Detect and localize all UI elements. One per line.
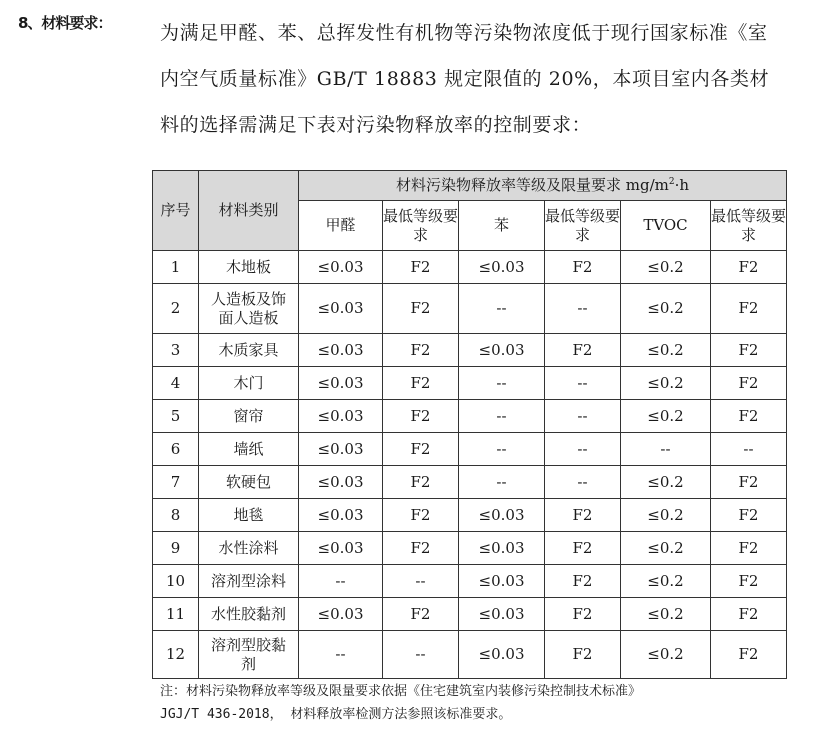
cell-grade-benzene: F2 xyxy=(545,334,621,367)
cell-grade-formaldehyde: F2 xyxy=(383,532,459,565)
cell-category: 木质家具 xyxy=(199,334,299,367)
cell-formaldehyde: ≤0.03 xyxy=(299,334,383,367)
cell-category: 人造板及饰面人造板 xyxy=(199,284,299,334)
cell-grade-tvoc: F2 xyxy=(711,466,787,499)
cell-grade-tvoc: F2 xyxy=(711,400,787,433)
cell-grade-tvoc: F2 xyxy=(711,631,787,679)
cell-grade-tvoc: F2 xyxy=(711,251,787,284)
emission-requirements-table xyxy=(152,170,787,679)
cell-grade-formaldehyde: F2 xyxy=(383,433,459,466)
cell-benzene: -- xyxy=(459,466,545,499)
cell-index: 4 xyxy=(153,367,199,400)
cell-grade-benzene: -- xyxy=(545,433,621,466)
cell-benzene: ≤0.03 xyxy=(459,532,545,565)
cell-category: 木地板 xyxy=(199,251,299,284)
cell-benzene: -- xyxy=(459,367,545,400)
cell-benzene: ≤0.03 xyxy=(459,499,545,532)
cell-category: 地毯 xyxy=(199,499,299,532)
intro-line-1: 为满足甲醛、苯、总挥发性有机物等污染物浓度低于现行国家标准《室 xyxy=(160,22,768,44)
col-header-benzene: 苯 xyxy=(459,201,545,251)
cell-benzene: -- xyxy=(459,433,545,466)
cell-grade-benzene: -- xyxy=(545,400,621,433)
cell-category: 窗帘 xyxy=(199,400,299,433)
group-title-superscript: 2 xyxy=(668,177,675,187)
cell-tvoc: ≤0.2 xyxy=(621,367,711,400)
cell-benzene: -- xyxy=(459,400,545,433)
cell-grade-formaldehyde: F2 xyxy=(383,334,459,367)
cell-index: 11 xyxy=(153,598,199,631)
cell-category: 软硬包 xyxy=(199,466,299,499)
table-row xyxy=(153,400,787,433)
cell-grade-tvoc: F2 xyxy=(711,334,787,367)
table-body xyxy=(153,251,787,679)
cell-formaldehyde: ≤0.03 xyxy=(299,499,383,532)
cell-formaldehyde: ≤0.03 xyxy=(299,284,383,334)
cell-tvoc: ≤0.2 xyxy=(621,499,711,532)
cell-grade-benzene: -- xyxy=(545,466,621,499)
table-row xyxy=(153,598,787,631)
group-title-text: 材料污染物释放率等级及限量要求 mg/m xyxy=(395,176,669,194)
table-row xyxy=(153,466,787,499)
footnote-line-1: 注：材料污染物释放率等级及限量要求依据《住宅建筑室内装修污染控制技术标准》 xyxy=(160,684,642,699)
cell-benzene: ≤0.03 xyxy=(459,565,545,598)
table-row xyxy=(153,251,787,284)
intro-line-3: 料的选择需满足下表对污染物释放率的控制要求： xyxy=(160,114,592,136)
cell-formaldehyde: ≤0.03 xyxy=(299,251,383,284)
cell-formaldehyde: ≤0.03 xyxy=(299,433,383,466)
cell-tvoc: ≤0.2 xyxy=(621,631,711,679)
col-header-group xyxy=(299,171,787,201)
cell-category: 溶剂型胶黏剂 xyxy=(199,631,299,679)
cell-formaldehyde: ≤0.03 xyxy=(299,367,383,400)
footnote xyxy=(160,680,820,726)
cell-tvoc: ≤0.2 xyxy=(621,466,711,499)
col-header-min-grade-formaldehyde: 最低等级要求 xyxy=(383,201,459,251)
cell-benzene: ≤0.03 xyxy=(459,334,545,367)
cell-index: 12 xyxy=(153,631,199,679)
cell-grade-formaldehyde: -- xyxy=(383,631,459,679)
table-row xyxy=(153,284,787,334)
cell-grade-formaldehyde: F2 xyxy=(383,598,459,631)
cell-index: 2 xyxy=(153,284,199,334)
col-header-min-grade-benzene: 最低等级要求 xyxy=(545,201,621,251)
cell-category: 水性涂料 xyxy=(199,532,299,565)
cell-tvoc: ≤0.2 xyxy=(621,251,711,284)
cell-grade-tvoc: F2 xyxy=(711,532,787,565)
cell-grade-tvoc: F2 xyxy=(711,565,787,598)
cell-index: 8 xyxy=(153,499,199,532)
table-row xyxy=(153,565,787,598)
cell-index: 10 xyxy=(153,565,199,598)
col-header-min-grade-tvoc: 最低等级要求 xyxy=(711,201,787,251)
cell-grade-benzene: F2 xyxy=(545,499,621,532)
cell-grade-formaldehyde: F2 xyxy=(383,251,459,284)
cell-index: 3 xyxy=(153,334,199,367)
col-header-category: 材料类别 xyxy=(199,171,299,251)
col-header-index: 序号 xyxy=(153,171,199,251)
intro-paragraph xyxy=(160,10,800,148)
group-title-unit-suffix: ·h xyxy=(674,176,690,194)
table-row xyxy=(153,334,787,367)
cell-tvoc: ≤0.2 xyxy=(621,334,711,367)
cell-formaldehyde: -- xyxy=(299,631,383,679)
cell-benzene: ≤0.03 xyxy=(459,631,545,679)
cell-tvoc: ≤0.2 xyxy=(621,284,711,334)
table-row xyxy=(153,631,787,679)
cell-index: 7 xyxy=(153,466,199,499)
cell-formaldehyde: ≤0.03 xyxy=(299,598,383,631)
col-header-formaldehyde: 甲醛 xyxy=(299,201,383,251)
cell-formaldehyde: -- xyxy=(299,565,383,598)
cell-grade-benzene: -- xyxy=(545,367,621,400)
section-heading: 8、材料要求： xyxy=(18,14,112,32)
cell-index: 1 xyxy=(153,251,199,284)
cell-category: 墙纸 xyxy=(199,433,299,466)
cell-grade-tvoc: F2 xyxy=(711,499,787,532)
cell-category: 溶剂型涂料 xyxy=(199,565,299,598)
cell-index: 9 xyxy=(153,532,199,565)
cell-formaldehyde: ≤0.03 xyxy=(299,400,383,433)
table-row xyxy=(153,499,787,532)
cell-category: 水性胶黏剂 xyxy=(199,598,299,631)
cell-tvoc: -- xyxy=(621,433,711,466)
cell-grade-formaldehyde: F2 xyxy=(383,367,459,400)
cell-category: 木门 xyxy=(199,367,299,400)
intro-line-2: 内空气质量标准》GB/T 18883 规定限值的 20%，本项目室内各类材 xyxy=(160,68,770,90)
table-row xyxy=(153,532,787,565)
cell-formaldehyde: ≤0.03 xyxy=(299,532,383,565)
cell-index: 5 xyxy=(153,400,199,433)
footnote-line-2: JGJ/T 436-2018， 材料释放率检测方法参照该标准要求。 xyxy=(160,707,512,722)
cell-grade-benzene: F2 xyxy=(545,631,621,679)
cell-grade-formaldehyde: F2 xyxy=(383,466,459,499)
cell-grade-tvoc: -- xyxy=(711,433,787,466)
cell-grade-benzene: F2 xyxy=(545,565,621,598)
cell-grade-tvoc: F2 xyxy=(711,367,787,400)
cell-index: 6 xyxy=(153,433,199,466)
cell-grade-benzene: F2 xyxy=(545,251,621,284)
cell-tvoc: ≤0.2 xyxy=(621,400,711,433)
cell-tvoc: ≤0.2 xyxy=(621,565,711,598)
cell-grade-tvoc: F2 xyxy=(711,598,787,631)
col-header-tvoc: TVOC xyxy=(621,201,711,251)
cell-grade-benzene: -- xyxy=(545,284,621,334)
cell-grade-benzene: F2 xyxy=(545,598,621,631)
cell-benzene: ≤0.03 xyxy=(459,598,545,631)
cell-grade-formaldehyde: -- xyxy=(383,565,459,598)
cell-grade-formaldehyde: F2 xyxy=(383,400,459,433)
cell-grade-benzene: F2 xyxy=(545,532,621,565)
table-row xyxy=(153,367,787,400)
cell-grade-formaldehyde: F2 xyxy=(383,284,459,334)
cell-benzene: ≤0.03 xyxy=(459,251,545,284)
cell-tvoc: ≤0.2 xyxy=(621,532,711,565)
cell-formaldehyde: ≤0.03 xyxy=(299,466,383,499)
cell-tvoc: ≤0.2 xyxy=(621,598,711,631)
cell-grade-formaldehyde: F2 xyxy=(383,499,459,532)
table-row xyxy=(153,433,787,466)
cell-benzene: -- xyxy=(459,284,545,334)
cell-grade-tvoc: F2 xyxy=(711,284,787,334)
